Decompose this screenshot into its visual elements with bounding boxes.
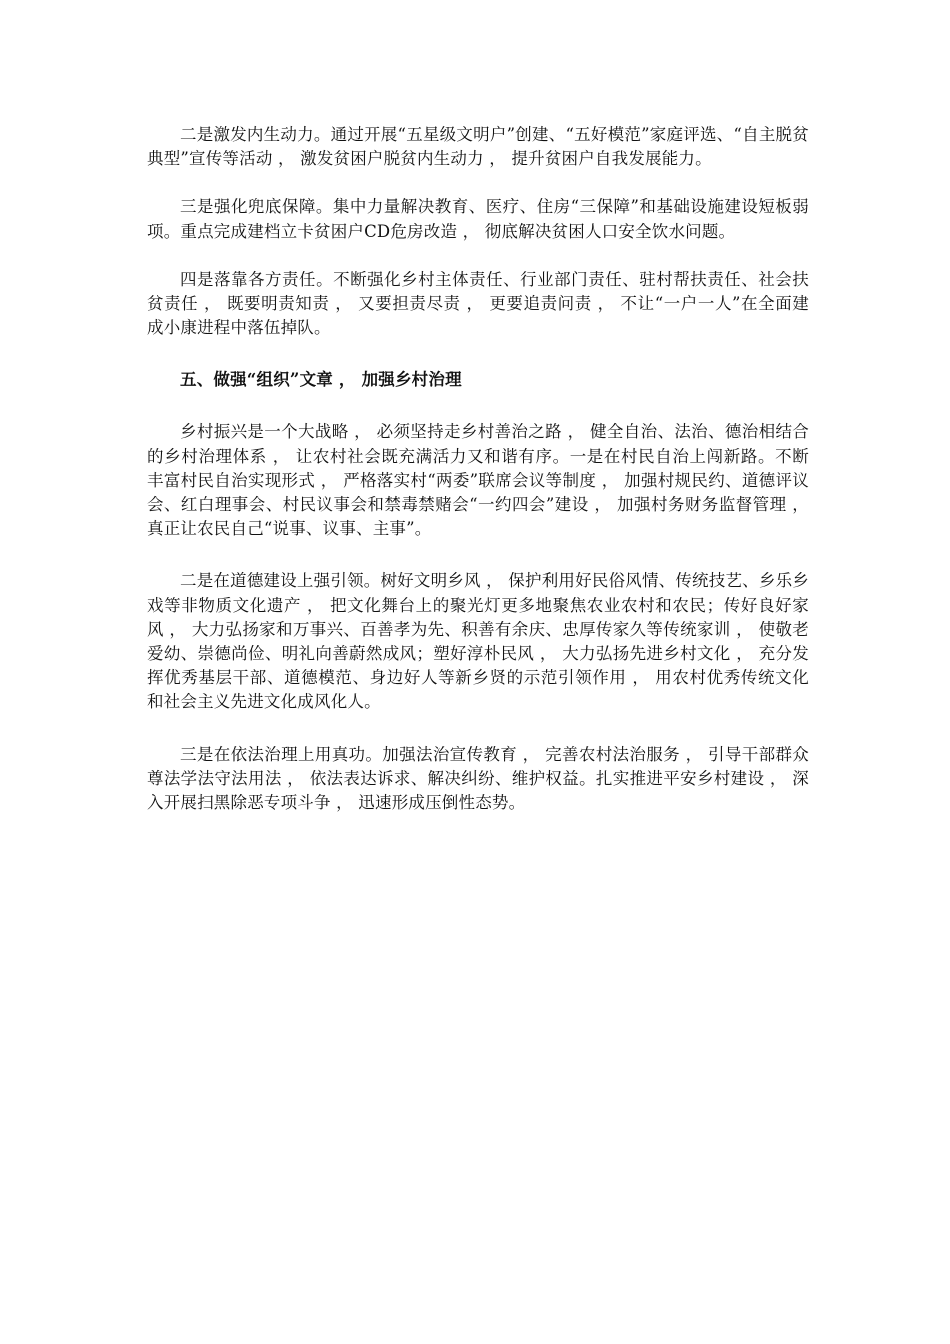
paragraph-safety-net: 三是强化兜底保障。集中力量解决教育、医疗、住房“三保障”和基础设施建设短板弱项。重点完成建档立卡贫困户CD危房改造 ， 彻底解决贫困人口安全饮水问题。: [147, 197, 809, 241]
paragraph-spacer: [147, 171, 809, 195]
paragraph-spacer: [147, 715, 809, 743]
paragraph-motivation: 二是激发内生动力。通过开展“五星级文明户”创建、“五好模范”家庭评选、“自主脱贫典型”宣传等活动 ， 激发贫困户脱贫内生动力 ， 提升贫困户自我发展能力。: [147, 125, 809, 169]
paragraph-spacer: [147, 541, 809, 569]
paragraph-spacer: [147, 392, 809, 420]
paragraph-rule-of-law: 三是在依法治理上用真功。加强法治宣传教育 ， 完善农村法治服务 ， 引导干部群众尊法学法守法用法 ， 依法表达诉求、解决纠纷、维护权益。扎实推进平安乡村建设 ， 深入开展扫黑除恶专项斗争 ， 迅速形成压倒性态势。: [147, 744, 809, 813]
paragraph-self-governance: 乡村振兴是一个大战略 ， 必须坚持走乡村善治之路 ， 健全自治、法治、德治相结合的乡村治理体系 ， 让农村社会既充满活力又和谐有序。一是在村民自治上闯新路。不断丰富村民自治实现形式 ， 严格落实村“两委”联席会议等制度 ， 加强村规民约、道德评议会、红白理事会、村民议事会和禁毒禁赌会“一约四会”建设 ， 加强村务财务监督管理 ， 真正让农民自己“说事、议事、主事”。: [147, 422, 809, 539]
paragraph-moral-building: 二是在道德建设上强引领。树好文明乡风 ， 保护利用好民俗风情、传统技艺、乡乐乡戏等非物质文化遗产 ， 把文化舞台上的聚光灯更多地聚焦农业农村和农民；传好良好家风 ， 大力弘扬家和万事兴、百善孝为先、积善有余庆、忠厚传家久等传统家训 ， 使敬老爱幼、崇德尚俭、明礼向善蔚然成风；塑好淳朴民风 ， 大力弘扬先进乡村文化 ， 充分发挥优秀基层干部、道德模范、身边好人等新乡贤的示范引领作用 ， 用农村优秀传统文化和社会主义先进文化成风化人。: [147, 571, 809, 712]
section-heading: 五、做强“组织”文章 ， 加强乡村治理: [180, 370, 462, 390]
paragraph-spacer: [147, 340, 809, 368]
document-body: [147, 123, 809, 815]
paragraph-spacer: [147, 244, 809, 268]
paragraph-responsibility: 四是落靠各方责任。不断强化乡村主体责任、行业部门责任、驻村帮扶责任、社会扶贫责任 ， 既要明责知责 ， 又要担责尽责 ， 更要追责问责 ， 不让“一户一人”在全面建成小康进程中落伍掉队。: [147, 269, 809, 338]
